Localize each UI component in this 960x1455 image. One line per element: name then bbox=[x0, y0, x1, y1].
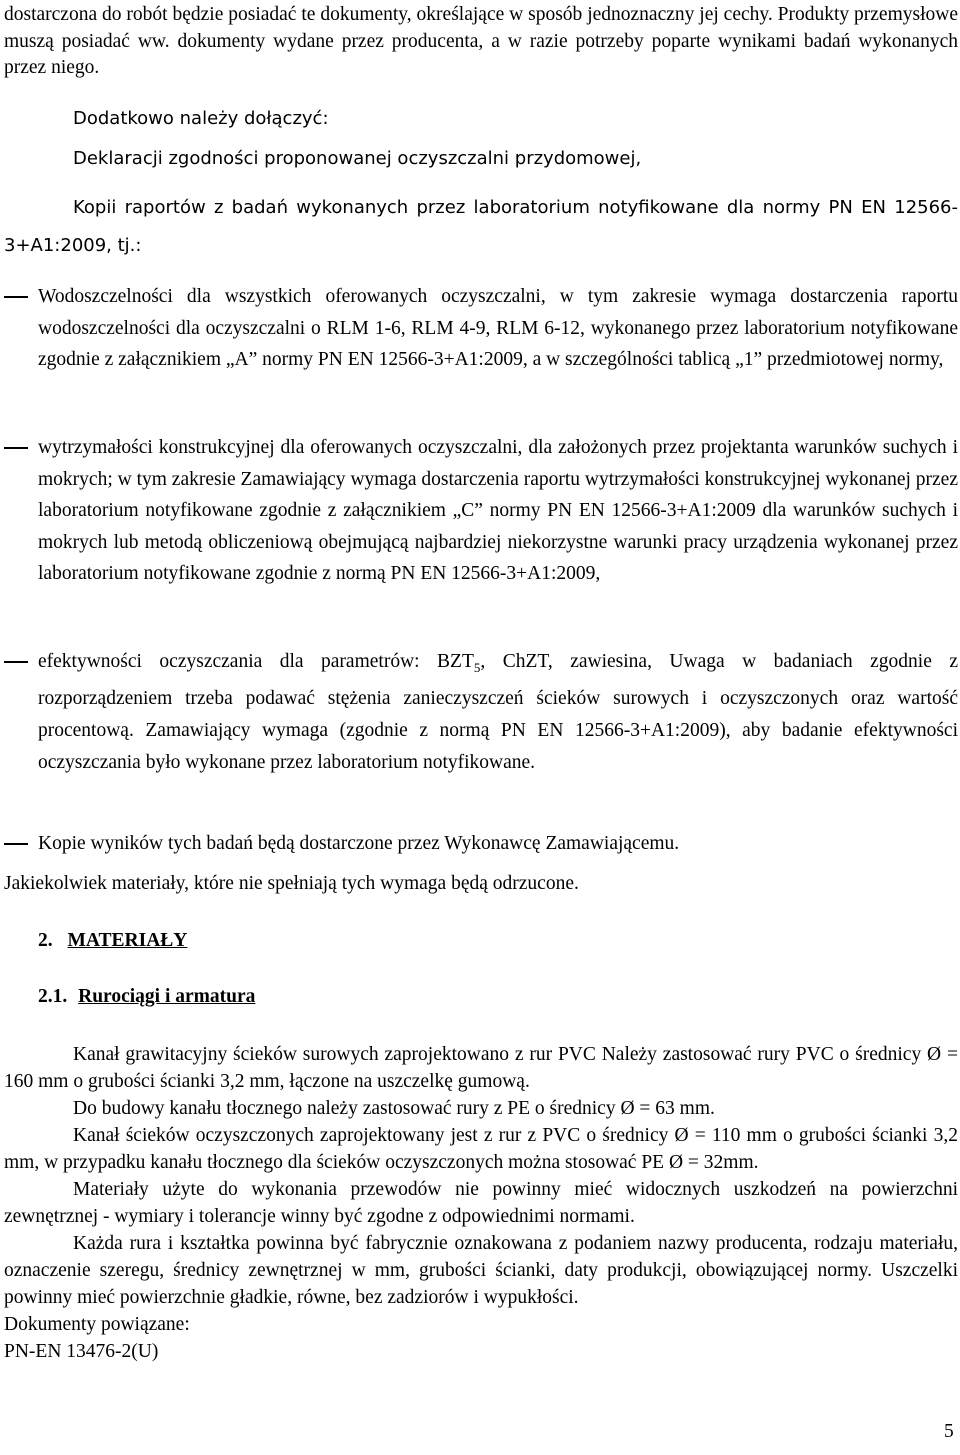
bullet-text-pre: efektywności oczyszczania dla parametrów: BZT bbox=[38, 651, 474, 672]
paragraph-treated-pipe: Kanał ścieków oczyszczonych zaprojektowany jest z rur z PVC o średnicy Ø = 110 mm o grubości ścianki 3,2 mm, w przypadku kanału tłocznego dla ścieków oczyszczonych można stosować PE Ø = 32mm. bbox=[4, 1125, 958, 1173]
related-docs-item: PN-EN 13476-2(U) bbox=[4, 1341, 159, 1362]
bullet-text: Wodoszczelności dla wszystkich oferowanych oczyszczalni, w tym zakresie wymaga dostarczenia raportu wodoszczelności dla oczyszczalni o RLM 1-6, RLM 4-9, RLM 6-12, wykonanego przez laboratorium notyfikowane zgodnie z załącznikiem „A” normy PN EN 12566-3+A1:2009, a w szczególności tablicą „1” przedmiotowej normy, bbox=[38, 286, 958, 371]
bullet-text-sub: 5 bbox=[473, 659, 481, 675]
paragraph-damage: Materiały użyte do wykonania przewodów nie powinny mieć widocznych uszkodzeń na powierzchni zewnętrznej - wymiary i tolerancje winny być zgodne z odpowiednimi normami. bbox=[4, 1179, 958, 1227]
rejection-note: Jakiekolwiek materiały, które nie spełniają tych wymaga będą odrzucone. bbox=[4, 873, 579, 894]
related-docs-label: Dokumenty powiązane: bbox=[4, 1314, 190, 1335]
bullet-strength bbox=[4, 432, 958, 590]
bullet-copies bbox=[4, 828, 958, 860]
subsection-number: 2.1. bbox=[38, 986, 68, 1007]
bullet-efficiency bbox=[4, 646, 958, 778]
dash-icon bbox=[4, 447, 28, 449]
section-heading bbox=[38, 930, 187, 952]
subsection-heading bbox=[38, 986, 255, 1008]
bullet-text-post: , ChZT, zawiesina, Uwaga w badaniach zgodnie z rozporządzeniem trzeba podawać stężenia zanieczyszczeń ścieków surowych i oczyszczonych oraz wartość procentową. Zamawiający wymaga (zgodnie z normą PN EN 12566-3+A1:2009), aby badanie efektywności oczyszczania było wykonane przez laboratorium notyfikowane. bbox=[38, 651, 958, 773]
intro-paragraph: dostarczona do robót będzie posiadać te dokumenty, określające w sposób jednoznaczny jej cechy. Produkty przemysłowe muszą posiadać ww. dokumenty wydane przez producenta, a w razie potrzeby poparte wynikami badań wykonanych przez niego. bbox=[4, 4, 958, 78]
bullet-text: wytrzymałości konstrukcyjnej dla oferowanych oczyszczalni, dla założonych przez projektanta warunków suchych i mokrych; w tym zakresie Zamawiający wymaga dostarczenia raportu wytrzymałości konstrukcyjnej wykonanej przez laboratorium notyfikowane zgodnie z załącznikiem „C” normy PN EN 12566-3+A1:2009 dla warunków suchych i mokrych lub metodą obliczeniową obejmującą najbardziej niekorzystne warunki pracy urządzenia wykonanej przez laboratorium notyfikowane zgodnie z normą PN EN 12566-3+A1:2009, bbox=[38, 437, 958, 585]
additional-heading: Dodatkowo należy dołączyć: bbox=[73, 108, 329, 129]
dash-icon bbox=[4, 843, 28, 845]
materials-body bbox=[4, 1041, 958, 1365]
section-number: 2. bbox=[38, 930, 53, 951]
additional-item-declaration: Deklaracji zgodności proponowanej oczyszczalni przydomowej, bbox=[73, 148, 642, 169]
additional-item-reports: Kopii raportów z badań wykonanych przez laboratorium notyfikowane dla normy PN EN 12566-3+A1:2009, tj.: bbox=[4, 197, 958, 256]
paragraph-pressure-pipe: Do budowy kanału tłocznego należy zastosować rury z PE o średnicy Ø = 63 mm. bbox=[73, 1098, 715, 1119]
page-number: 5 bbox=[944, 1421, 954, 1442]
subsection-title: Rurociągi i armatura bbox=[78, 986, 256, 1007]
section-title: MATERIAŁY bbox=[67, 930, 188, 951]
dash-icon bbox=[4, 661, 28, 663]
dash-icon bbox=[4, 296, 28, 298]
bullet-watertightness bbox=[4, 281, 958, 376]
bullet-text: Kopie wyników tych badań będą dostarczone przez Wykonawcę Zamawiającemu. bbox=[38, 833, 680, 854]
paragraph-gravity-pipe: Kanał grawitacyjny ścieków surowych zaprojektowano z rur PVC Należy zastosować rury PVC o średnicy Ø = 160 mm o grubości ścianki 3,2 mm, łączone na uszczelkę gumową. bbox=[4, 1044, 958, 1092]
paragraph-marking: Każda rura i kształtka powinna być fabrycznie oznakowana z podaniem nazwy producenta, rodzaju materiału, oznaczenie szeregu, średnicy zewnętrznej w mm, grubości ścianki, daty produkcji, obowiązującej normy. Uszczelki powinny mieć powierzchnie gładkie, równe, bez zadziorów i wypukłości. bbox=[4, 1233, 958, 1308]
